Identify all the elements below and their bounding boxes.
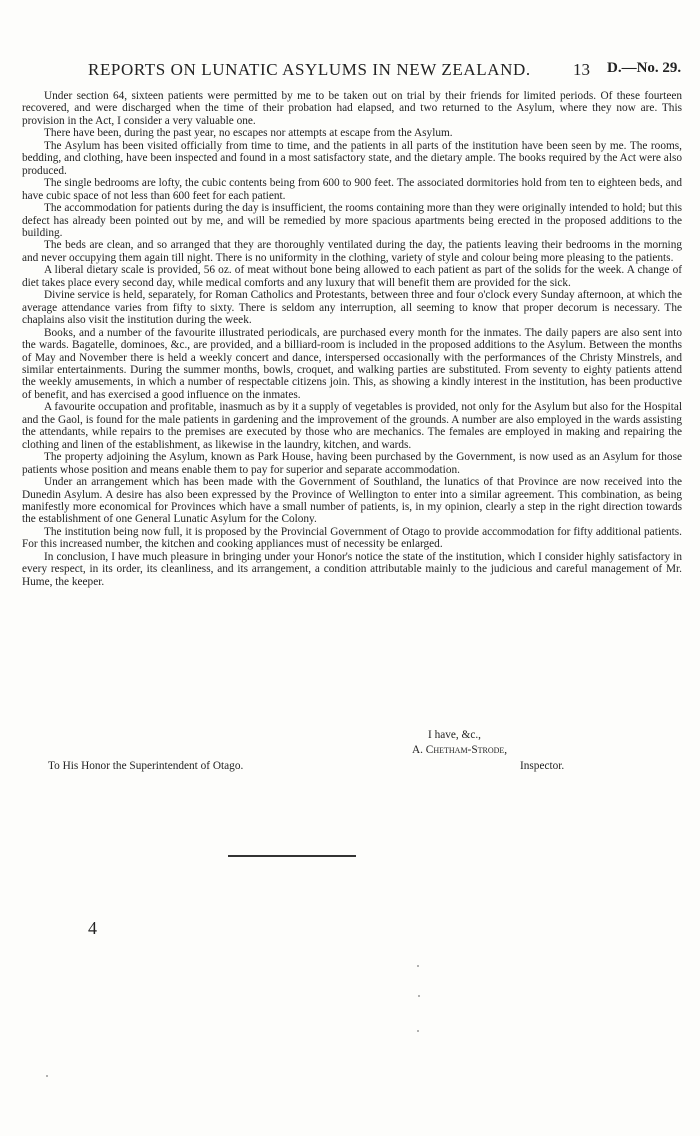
paragraph: Under section 64, sixteen patients were permitted by me to be taken out on trial by their friends for limited periods. Of these fourteen recovered, and were discharged when the time of their probation had elapsed, and two returned to the Asylum, where they now are. This provision in the Act, I consider a very valuable one. [22,90,682,127]
page-marker: 4 [88,918,97,938]
page-title: REPORTS ON LUNATIC ASYLUMS IN NEW ZEALAND. [88,60,531,79]
paragraph: The accommodation for patients during the day is insufficient, the rooms containing more than they were originally intended to hold; but this defect has already been pointed out by me, and will be remedied by more spacious apartments being erected in the proposed additions to the building. [22,202,682,239]
paragraph: Books, and a number of the favourite illustrated periodicals, are purchased every month for the inmates. The daily papers are also sent into the wards. Bagatelle, dominoes, &c., are provided, and a billiard-room is included in the proposed additions to the Asylum. Between the months of May and November there is held a weekly concert and dance, interspersed occasionally with the performances of the Christy Minstrels, and similar entertainments. During the summer months, bowls, croquet, and walking parties are substituted. From seventy to eighty patients attend the weekly amusements, in which a number of respectable citizens join. This, as showing a kindly interest in the institution, has been productive of benefit, and has exercised a good influence on the inmates. [22,326,682,401]
addressee: To His Honor the Superintendent of Otago. [48,760,244,772]
paragraph: The beds are clean, and so arranged that they are thoroughly ventilated during the day, the patients leaving their bedrooms in the morning and never occupying them again till night. There is no uniformity in the clothing, variety of style and colour being more pleasing to the patients. [22,239,682,264]
report-body [22,90,682,588]
paragraph: The property adjoining the Asylum, known as Park House, having been purchased by the Government, is now used as an Asylum for those patients whose position and means enable them to pay for superior and separate accommodation. [22,451,682,476]
signer-name: A. Chetham-Strode, [412,744,508,756]
paragraph: A liberal dietary scale is provided, 56 oz. of meat without bone being allowed to each patient as part of the solids for the week. A change of diet takes place every second day, while medical comforts and any luxury that will benefit them are provided for the sick. [22,264,682,289]
paragraph: In conclusion, I have much pleasure in bringing under your Honor's notice the state of the institution, which I consider highly satisfactory in every respect, in its order, its cleanliness, and its arrangement, a condition attributable mainly to the judicious and careful management of Mr. Hume, the keeper. [22,550,682,588]
page-header [0,60,700,82]
page-number: 13 [573,60,590,79]
paragraph: The institution being now full, it is proposed by the Provincial Government of Otago to provide accommodation for fifty additional patients. For this increased number, the kitchen and cooking appliances must of necessity be enlarged. [22,525,682,551]
paragraph: A favourite occupation and profitable, inasmuch as by it a supply of vegetables is provided, not only for the Asylum but also for the Hospital and the Gaol, is found for the male patients in gardening and the improvement of the grounds. A number are also employed in the wards assisting the attendants, while repairs to the premises are executed by those who are mechanics. The females are employed in making and repairing the clothing and linen of the establishment, as likewise in the laundry, kitchen, and wards. [22,401,682,451]
paragraph: There have been, during the past year, no escapes nor attempts at escape from the Asylum. [44,127,453,140]
section-divider [228,855,356,857]
paragraph: Under an arrangement which has been made with the Government of Southland, the lunatics of that Province are now received into the Dunedin Asylum. A desire has also been expressed by the Province of Wellington to enter into a similar agreement. This combination, as being manifestly more economical for Provinces which have a small number of patients, is, in my opinion, clearly a step in the right direction towards the establishment of one General Lunatic Asylum for the Colony. [22,476,682,526]
signer-title: Inspector. [520,760,565,772]
document-reference: D.—No. 29. [607,60,682,76]
paragraph: The single bedrooms are lofty, the cubic contents being from 600 to 900 feet. The associated dormitories hold from ten to eighteen beds, and have cubic space of not less than 600 feet for each patient. [22,177,682,202]
scan-speck [46,1075,48,1077]
paragraph: Divine service is held, separately, for Roman Catholics and Protestants, between three and four o'clock every Sunday afternoon, at which the average attendance varies from fifty to sixty. There is seldom any interruption, all seeming to know that proper decorum is necessary. The chaplains also visit the institution during the week. [22,289,682,327]
paragraph: The Asylum has been visited officially from time to time, and the patients in all parts of the institution have been seen by me. The rooms, bedding, and clothing, have been inspected and found in a most satisfactory state, and the dietary ample. The books required by the Act were also produced. [22,139,682,177]
scan-speck [418,995,420,997]
salutation: I have, &c., [428,729,482,741]
scan-speck [417,1030,419,1032]
scan-speck [417,965,419,967]
